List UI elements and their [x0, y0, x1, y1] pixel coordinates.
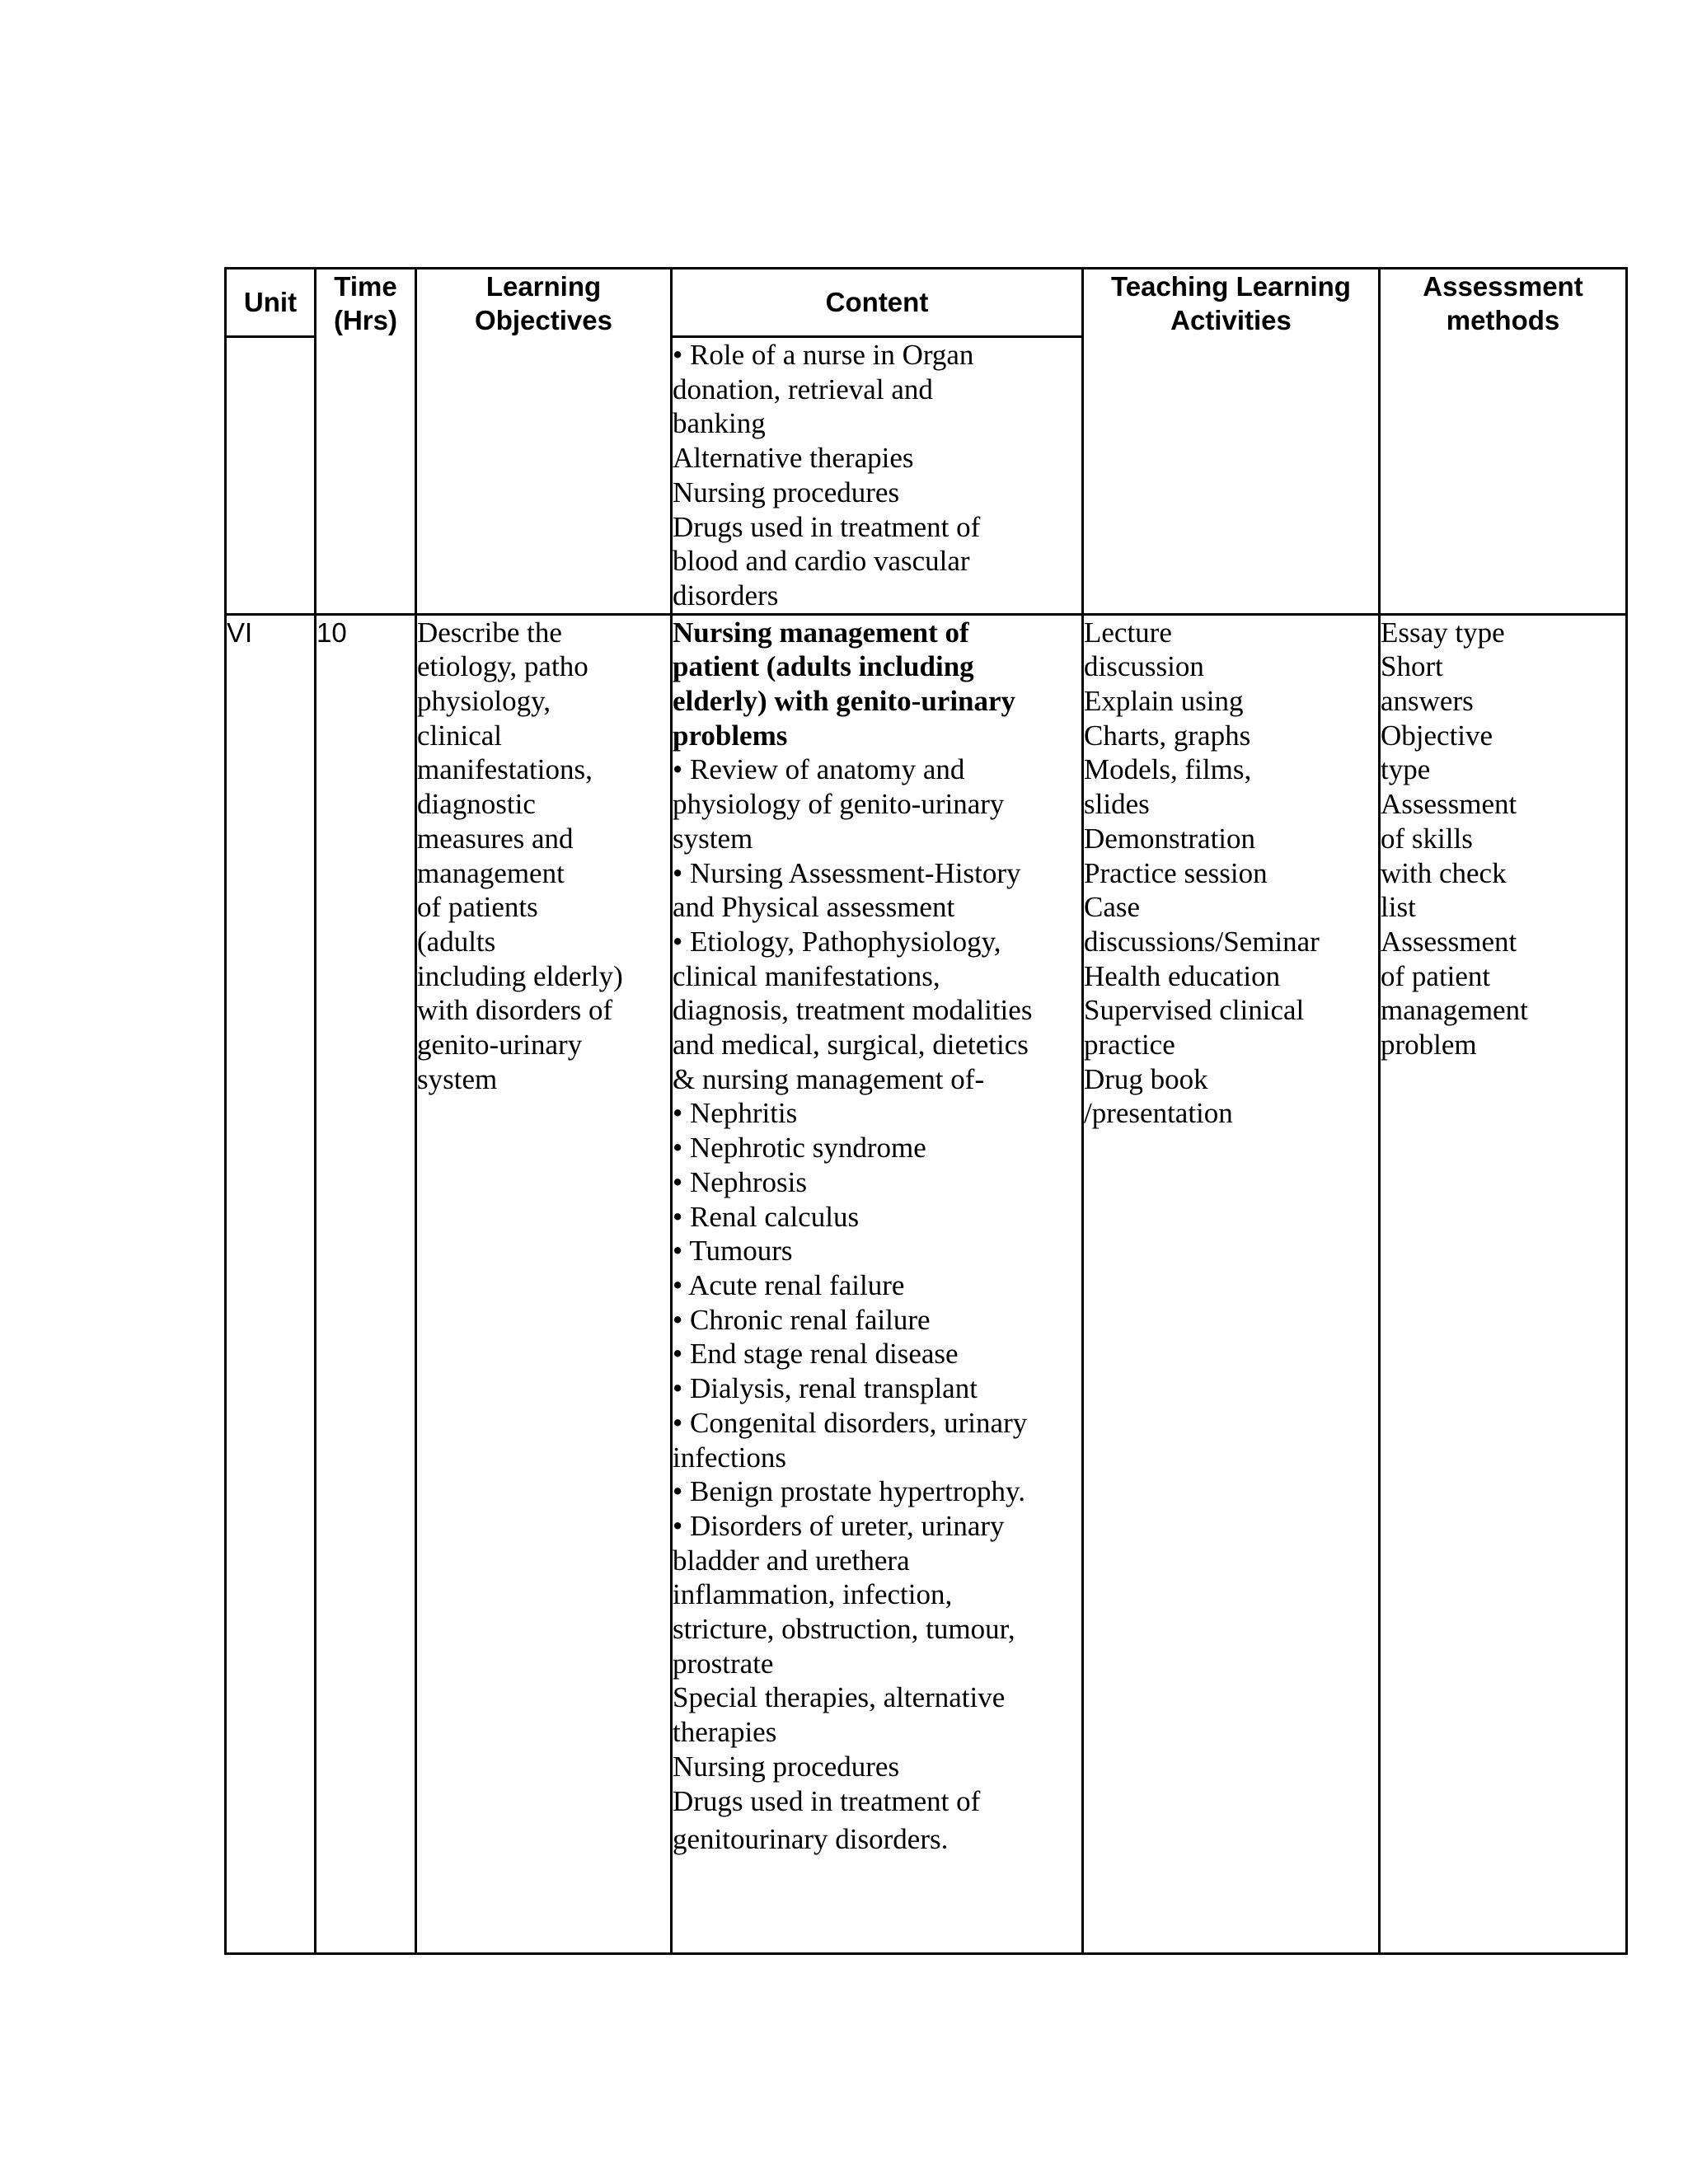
objective-line: physiology, [417, 685, 551, 718]
header-content-label: Content [825, 286, 929, 317]
objective-line: genito-urinary [417, 1029, 583, 1062]
content-line: Special therapies, alternative [673, 1681, 1006, 1714]
time-cell [316, 614, 416, 1953]
header-assessment [1380, 269, 1627, 615]
content-line: bladder and urethera [673, 1544, 910, 1577]
time-value: 10 [316, 616, 347, 648]
header-content [672, 269, 1083, 337]
header-unit-label: Unit [243, 286, 298, 317]
activity-line: Lecture [1084, 616, 1172, 649]
content-line: prostrate [673, 1647, 774, 1680]
content-line: • Dialysis, renal transplant [673, 1372, 978, 1405]
header-unit [226, 269, 316, 337]
content-line: • Congenital disorders, urinary [673, 1406, 1028, 1439]
syllabus-table [224, 267, 1628, 1955]
objective-line: manifestations, [417, 753, 593, 786]
unit-row [226, 614, 1627, 1953]
content-line: Alternative therapies [673, 442, 914, 475]
content-line: • Role of a nurse in Organ [673, 339, 974, 371]
content-line: • Tumours [673, 1235, 793, 1268]
activity-line: practice [1084, 1029, 1175, 1062]
activity-line: Models, films, [1084, 753, 1252, 786]
assessment-line: problem [1381, 1029, 1477, 1062]
content-line: Drugs used in treatment of [673, 510, 981, 543]
content-line: • Etiology, Pathophysiology, [673, 925, 1001, 958]
activity-line: Health education [1084, 959, 1281, 992]
continuation-unit-cell [226, 337, 316, 615]
assessment-line: list [1381, 891, 1416, 924]
activity-line: Demonstration [1084, 822, 1256, 855]
content-line: • Renal calculus [673, 1200, 860, 1233]
content-line: Nursing procedures [673, 476, 900, 509]
content-line: Drugs used in treatment of [673, 1784, 981, 1817]
content-title-line: Nursing management of [673, 616, 969, 649]
content-title-line: elderly) with genito-urinary [673, 685, 1016, 718]
content-line: diagnosis, treatment modalities [673, 994, 1033, 1027]
content-line: system [673, 822, 753, 855]
content-line: Nursing procedures [673, 1750, 900, 1783]
header-time-line-1: Time [334, 271, 397, 302]
activity-line: Drug book [1084, 1062, 1208, 1095]
header-objectives [416, 269, 672, 615]
content-line: stricture, obstruction, tumour, [673, 1613, 1015, 1646]
assessment-line: of skills [1381, 822, 1473, 855]
objective-line: of patients [417, 891, 538, 924]
objective-line: management [417, 856, 565, 889]
content-line: infections [673, 1441, 787, 1474]
header-objectives-line-2: Objectives [475, 305, 612, 335]
assessment-line: Assessment [1381, 788, 1517, 821]
header-time [316, 269, 416, 615]
objective-line: clinical [417, 719, 503, 752]
content-line: • Acute renal failure [673, 1268, 905, 1301]
header-time-line-2: (Hrs) [333, 305, 397, 335]
header-assessment-line-1: Assessment [1423, 271, 1583, 302]
assessment-line: answers [1381, 685, 1474, 718]
header-activities-line-2: Activities [1170, 305, 1292, 335]
content-line: therapies [673, 1716, 777, 1749]
content-line: inflammation, infection, [673, 1578, 953, 1611]
assessment-line: of patient [1381, 959, 1491, 992]
content-title-line: patient (adults including [673, 650, 974, 683]
activity-line: Explain using [1084, 685, 1244, 718]
content-line: disorders [673, 579, 779, 612]
objective-line: with disorders of [417, 994, 613, 1027]
objective-line: system [417, 1062, 498, 1095]
assessment-cell [1380, 614, 1627, 1953]
objective-line: (adults [417, 925, 496, 958]
objective-line: diagnostic [417, 788, 536, 821]
content-line: • Nephrotic syndrome [673, 1132, 926, 1165]
activity-line: Practice session [1084, 856, 1268, 889]
content-line: • Nephrosis [673, 1165, 807, 1198]
header-row [226, 269, 1627, 337]
continuation-content-cell [672, 337, 1083, 615]
content-last-line: genitourinary disorders. [673, 1823, 949, 1856]
content-line: • End stage renal disease [673, 1338, 959, 1371]
activity-line: /presentation [1084, 1097, 1233, 1130]
activity-line: discussion [1084, 650, 1204, 683]
content-line: clinical manifestations, [673, 959, 940, 992]
content-cell [672, 614, 1083, 1953]
activity-line: Charts, graphs [1084, 719, 1251, 752]
content-line: blood and cardio vascular [673, 545, 970, 578]
objectives-cell [416, 614, 672, 1953]
activity-line: Case [1084, 891, 1141, 924]
objective-line: Describe the [417, 616, 562, 649]
assessment-line: with check [1381, 856, 1507, 889]
objective-line: measures and [417, 822, 574, 855]
content-line: physiology of genito-urinary [673, 788, 1005, 821]
unit-value: VI [227, 616, 253, 648]
assessment-line: Essay type [1381, 616, 1505, 649]
header-activities-line-1: Teaching Learning [1111, 271, 1351, 302]
header-objectives-line-1: Learning [485, 271, 602, 302]
content-line: and medical, surgical, dietetics [673, 1029, 1029, 1062]
assessment-line: Assessment [1381, 925, 1517, 958]
assessment-line: type [1381, 753, 1431, 786]
objective-line: etiology, patho [417, 650, 588, 683]
assessment-line: Objective [1381, 719, 1493, 752]
content-line: • Disorders of ureter, urinary [673, 1509, 1005, 1542]
activity-line: discussions/Seminar [1084, 925, 1320, 958]
content-line: • Review of anatomy and [673, 753, 965, 786]
content-line: • Benign prostate hypertrophy. [673, 1475, 1025, 1508]
content-line: donation, retrieval and [673, 373, 933, 405]
objective-line: including elderly) [417, 959, 623, 992]
activities-cell [1083, 614, 1380, 1953]
unit-cell [226, 614, 316, 1953]
content-line: banking [673, 407, 766, 440]
content-line: & nursing management of- [673, 1062, 985, 1095]
activity-line: slides [1084, 788, 1150, 821]
content-line: • Nursing Assessment-History [673, 856, 1021, 889]
content-line: and Physical assessment [673, 891, 955, 924]
activity-line: Supervised clinical [1084, 994, 1305, 1027]
assessment-line: Short [1381, 650, 1443, 683]
assessment-line: management [1381, 994, 1528, 1027]
content-title-line: problems [673, 719, 788, 752]
content-line: • Nephritis [673, 1097, 798, 1130]
content-line: • Chronic renal failure [673, 1303, 931, 1336]
header-activities [1083, 269, 1380, 615]
header-assessment-line-2: methods [1446, 305, 1560, 335]
